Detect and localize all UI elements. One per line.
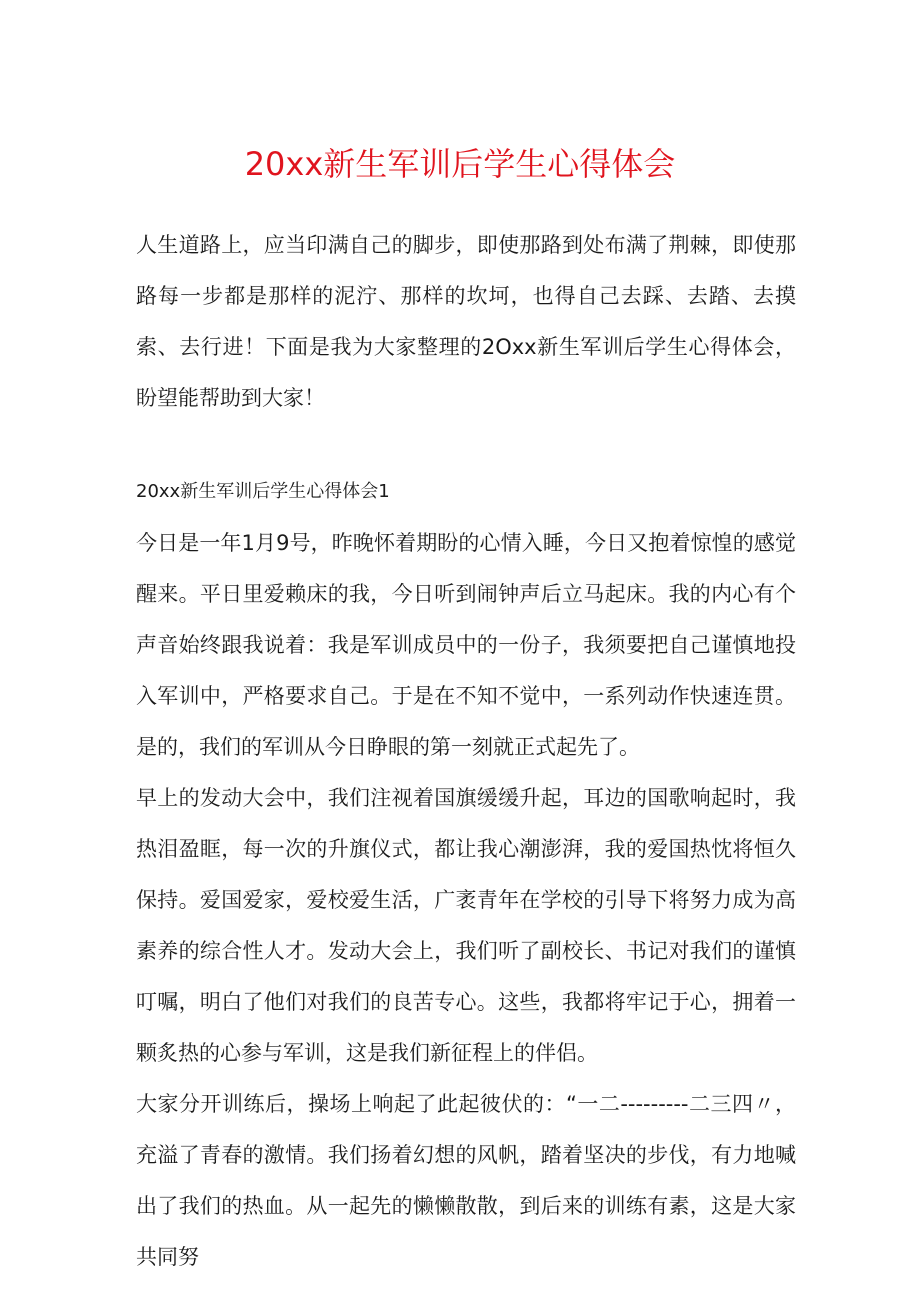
section-heading: 20xx新生军训后学生心得体会1 <box>136 481 390 502</box>
body-paragraph-2: 早上的发动大会中，我们注视着国旗缓缓升起，耳边的国歌响起时，我热泪盈眶，每一次的升旗仪式，都让我心潮澎湃，我的爱国热忱将恒久保持。爱国爱家，爱校爱生活，广袤青年在学校的引导下将努力成为高素养的综合性人才。发动大会上，我们听了副校长、书记对我们的谨慎叮嘱，明白了他们对我们的良苦专心。这些，我都将牢记于心，拥着一颗炙热的心参与军训，这是我们新征程上的伴侣。 <box>136 786 796 1065</box>
document-body <box>136 220 796 1283</box>
document-title: 20xx新生军训后学生心得体会 <box>244 145 676 183</box>
body-paragraph-3: 大家分开训练后，操场上响起了此起彼伏的：“一二---------二三四〃，充溢了青春的激情。我们扬着幻想的风帆，踏着坚决的步伐，有力地喊出了我们的热血。从一起先的懒懒散散，到后来的训练有素，这是大家共同努 <box>136 1092 796 1269</box>
intro-paragraph: 人生道路上，应当印满自己的脚步，即使那路到处布满了荆棘，即使那路每一步都是那样的泥泞、那样的坎坷，也得自己去踩、去踏、去摸索、去行进！下面是我为大家整理的2Oxx新生军训后学生心得体会，盼望能帮助到大家！ <box>136 233 796 410</box>
body-paragraph-1: 今日是一年1月9号，昨晚怀着期盼的心情入睡，今日又抱着惊惶的感觉醒来。平日里爱赖床的我，今日听到闹钟声后立马起床。我的内心有个声音始终跟我说着：我是军训成员中的一份子，我须要把自己谨慎地投入军训中，严格要求自己。于是在不知不觉中，一系列动作快速连贯。是的，我们的军训从今日睁眼的第一刻就正式起先了。 <box>136 531 796 759</box>
